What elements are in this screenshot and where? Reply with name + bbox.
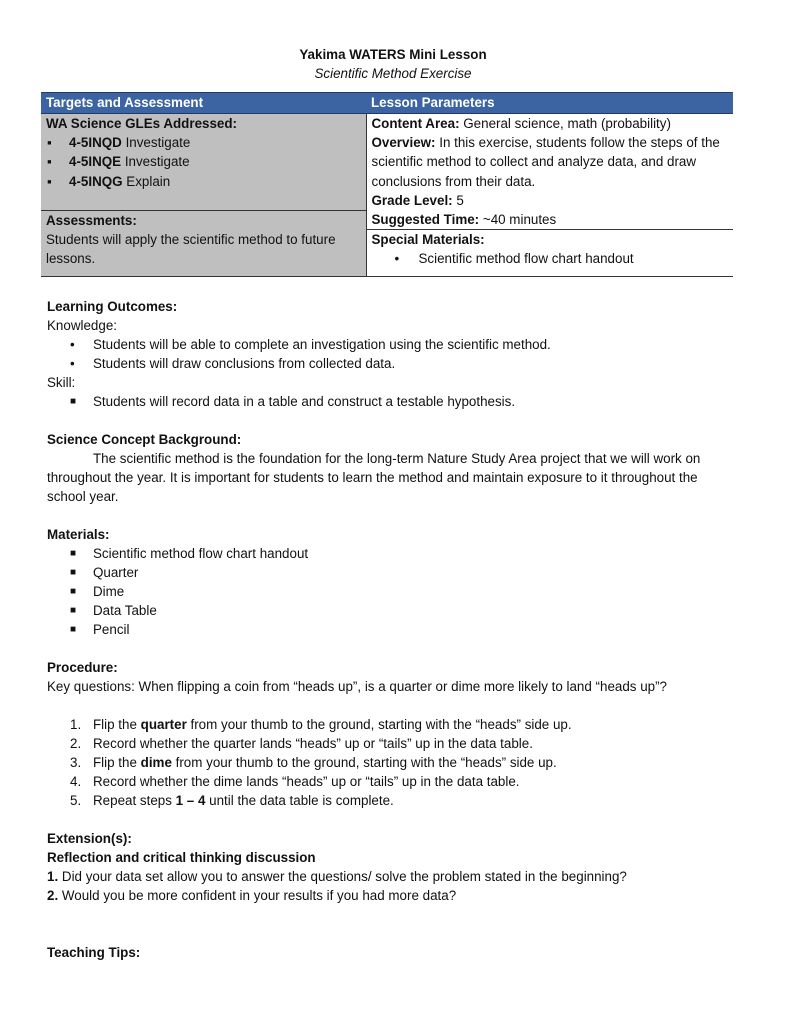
section-heading: Science Concept Background: [47, 431, 242, 447]
list-item: 3. Flip the dime from your thumb to the ground, starting with the “heads” side up. [70, 754, 557, 770]
gle-item [46, 152, 361, 171]
overview: Overview: In this exercise, students follow the steps of the scientific method to collect and analyze data, and draw conclusions from their data. [371, 135, 720, 189]
knowledge-label: Knowledge: [47, 317, 117, 333]
gle-item [46, 133, 361, 152]
parameters-header: Lesson Parameters [366, 93, 733, 114]
background-section [47, 430, 739, 506]
knowledge-list [47, 335, 739, 373]
key-question: Key questions: When flipping a coin from “heads up”, is a quarter or dime more likely to land “heads up”? [47, 678, 668, 694]
bullet-icon: • [70, 355, 75, 371]
content-area: Content Area: General science, math (probability) [371, 116, 671, 131]
list-item: 5. Repeat steps 1 – 4 until the data table is complete. [70, 792, 394, 808]
list-item: ■ Students will record data in a table and construct a testable hypothesis. [70, 393, 516, 409]
lesson-parameters-table [41, 92, 733, 277]
section-heading: Extension(s): [47, 830, 132, 846]
square-bullet-icon: ■ [70, 547, 77, 559]
lesson-page [47, 45, 739, 962]
gle-text: Investigate [121, 154, 190, 170]
extension-section [47, 829, 739, 905]
extension-subheading: Reflection and critical thinking discussion [47, 849, 316, 865]
list-item: ■ Data Table [70, 602, 157, 618]
procedure-section [47, 658, 739, 810]
square-bullet-icon: ▪ [47, 154, 52, 170]
suggested-time: Suggested Time: ~40 minutes [371, 212, 557, 228]
gle-item [46, 172, 361, 191]
assessments-cell [41, 210, 366, 276]
special-materials: Special Materials: • Scientific method flow chart handout [367, 229, 734, 268]
list-item: ■ Pencil [70, 621, 130, 637]
teaching-tips-section [47, 943, 739, 962]
question-item: 1. Did your data set allow you to answer the questions/ solve the problem stated in the beginning? [47, 868, 627, 884]
square-bullet-icon: ▪ [47, 173, 52, 189]
gle-code: 4-5INQE [69, 154, 122, 170]
time-materials-cell [366, 210, 733, 276]
learning-outcomes-section [47, 297, 739, 411]
targets-header: Targets and Assessment [41, 93, 366, 114]
square-bullet-icon: ■ [70, 585, 77, 597]
list-item: 4. Record whether the dime lands “heads” up or “tails” up in the data table. [70, 773, 520, 789]
square-bullet-icon: ■ [70, 623, 77, 635]
square-bullet-icon: ▪ [47, 135, 52, 151]
list-item: ■ Scientific method flow chart handout [70, 545, 309, 561]
table-header-row [41, 93, 733, 114]
assessments-label: Assessments: [46, 212, 137, 228]
skill-label: Skill: [47, 374, 76, 390]
gle-text: Investigate [121, 135, 191, 151]
bullet-icon: • [394, 251, 400, 267]
section-heading: Learning Outcomes: [47, 298, 178, 314]
list-item: 1. Flip the quarter from your thumb to the ground, starting with the “heads” side up. [70, 716, 572, 732]
gle-code: 4-5INQD [69, 135, 122, 151]
gles-label: WA Science GLEs Addressed: [46, 116, 237, 131]
square-bullet-icon: ■ [70, 566, 77, 578]
section-heading: Materials: [47, 526, 110, 542]
materials-list [47, 544, 739, 639]
list-item: ■ Dime [70, 583, 125, 599]
grade-level: Grade Level: 5 [371, 192, 464, 208]
square-bullet-icon: ■ [70, 395, 77, 407]
background-paragraph: The scientific method is the foundation for the long-term Nature Study Area project that we will work on throughout the year. It is important for students to learn the method and maintain exposure to it throughout the school year. [47, 450, 701, 504]
list-item: • Students will be able to complete an investigation using the scientific method. [70, 336, 551, 352]
bullet-icon: • [70, 336, 75, 352]
list-item: ■ Quarter [70, 564, 139, 580]
square-bullet-icon: ■ [70, 604, 77, 616]
gles-cell [41, 114, 366, 211]
section-heading: Procedure: [47, 659, 118, 675]
gle-code: 4-5INQG [69, 173, 123, 189]
list-item: • Students will draw conclusions from collected data. [70, 355, 396, 371]
procedure-steps [47, 715, 739, 810]
list-item: • Scientific method flow chart handout [372, 249, 729, 268]
document-subtitle: Scientific Method Exercise [314, 66, 472, 81]
parameters-cell [366, 114, 733, 211]
gle-text: Explain [122, 173, 171, 189]
document-title: Yakima WATERS Mini Lesson [299, 47, 487, 62]
section-heading: Teaching Tips: [47, 944, 141, 960]
materials-section [47, 525, 739, 639]
question-item: 2. Would you be more confident in your results if you had more data? [47, 887, 457, 903]
assessments-text: Students will apply the scientific method to future lessons. [46, 231, 336, 266]
list-item: 2. Record whether the quarter lands “heads” up or “tails” up in the data table. [70, 735, 533, 751]
skill-list [47, 392, 739, 411]
